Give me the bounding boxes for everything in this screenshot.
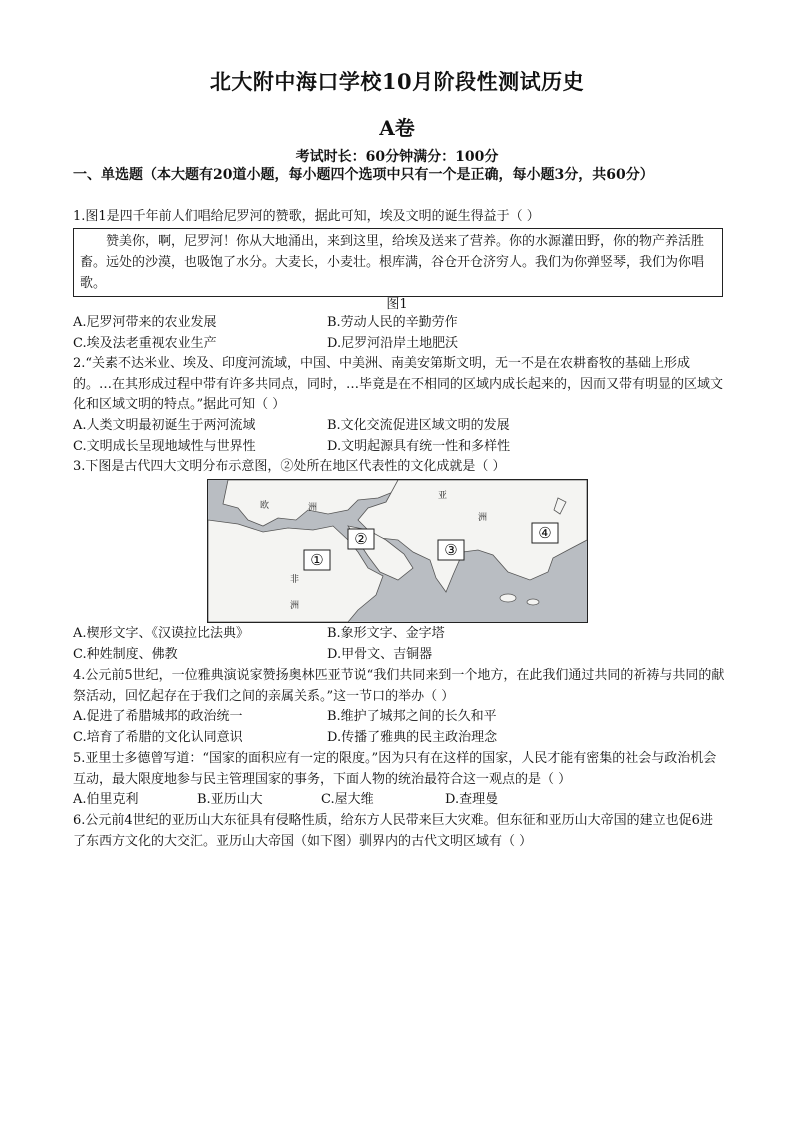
question-4-stem: 4.公元前5世纪，一位雅典演说家赞扬奥林匹亚节说“我们共同来到一个地方，在此我们通过共同的祈祷与共同的献祭活动，回忆起存在于我们之间的亲属关系。”这一节口的举办（ ） [73,668,725,704]
option-a: A.促进了希腊城邦的政治统一 [73,709,243,724]
map-marker-2: ② [354,530,368,548]
map-marker-1: ① [310,551,324,569]
question-5-options [73,790,723,811]
question-2-stem: 2.“关素不达米业、埃及、印度河流域，中国、中美洲、南美安第斯文明，无一不是在农耕畜牧的基础上形成的。…在其形成过程中带有许多共同点，同时，…毕竟是在不相同的区域内成长起来的，因而又带有明显的区域文化和区域文明的特点。”据此可知（ ） [73,356,724,412]
question-6-stem: 6.公元前4世纪的亚历山大东征具有侵略性质，给东方人民带来巨大灾难。但东征和亚历山大帝国的建立也促6进了东西方文化的大交汇。亚历山大帝国（如下图）驯界内的古代文明区域有（ ） [73,813,713,849]
map-label-europe-2: 洲 [308,503,318,513]
question-1-stem: 1.图1是四千年前人们唱给尼罗河的赞歌，据此可知，埃及文明的诞生得益于（ ） [73,209,540,224]
question-4-options [73,707,723,748]
paper-version: A卷 [379,116,415,140]
question-1-quote: 赞美你，啊，尼罗河！你从大地涌出，来到这里，给埃及送来了营养。你的水源灌田野，你的物产养活胜畜。远处的沙漠，也吸饱了水分。大麦长，小麦壮。根库满，谷仓开仓济穷人。我们为你弹竖琴，我们为你唱歌。 [73,228,723,297]
question-3-options [73,624,723,665]
option-d: D.查理曼 [445,792,499,807]
option-d: D.甲骨文、吉铜器 [327,646,433,662]
option-d: D.尼罗河沿岸土地肥沃 [327,335,459,351]
option-b: B.维护了城邦之间的长久和平 [327,709,497,724]
option-a: A.伯里克利 [73,792,139,807]
map-label-africa-2: 洲 [290,601,300,611]
option-b: B.文化交流促进区域文明的发展 [327,418,510,433]
option-a: A.楔形文字、《汉谟拉比法典》 [73,626,250,641]
map-label-europe: 欧 [260,501,270,511]
option-c: C.埃及法老重视农业生产 [73,335,217,351]
question-3-stem: 3.下图是古代四大文明分布示意图，②处所在地区代表性的文化成就是（ ） [73,459,506,474]
option-d: D.文明起源具有统一性和多样性 [327,438,511,454]
section-header: 一、单选题（本大题有20道小题，每小题四个选项中只有一个是正确，每小题3分，共60分） [73,167,654,183]
map-marker-3: ③ [444,541,458,559]
map-graphic [208,480,587,622]
map-label-asia-2: 洲 [478,513,488,523]
option-c: C.种姓制度、佛教 [73,646,178,662]
question-1-options [73,313,723,354]
question-2-options [73,416,723,457]
exam-info: 考试时长：60分钟满分：100分 [295,149,499,165]
map-label-africa: 非 [290,575,300,585]
option-c: C.文明成长呈现地域性与世界性 [73,438,256,454]
option-b: B.象形文字、金字塔 [327,626,445,641]
exam-title: 北大附中海口学校10月阶段性测试历史 [209,69,585,94]
ancient-civilizations-map [207,479,588,623]
option-c: C.屋大维 [321,792,374,807]
question-5-stem: 5.亚里士多德曾写道：“国家的面积应有一定的限度。”因为只有在这样的国家，人民才能有密集的社会与政治机会互动，最大限度地参与民主管理国家的事务，下面人物的统治最符合这一观点的是（ ） [73,751,717,787]
option-d: D.传播了雅典的民主政治理念 [327,729,498,745]
option-b: B.亚历山大 [197,792,263,807]
figure-1-label: 图1 [386,297,408,312]
map-label-asia: 亚 [438,491,448,501]
option-a: A.尼罗河带来的农业发展 [73,315,217,330]
option-a: A.人类文明最初诞生于两河流域 [73,418,256,433]
map-marker-4: ④ [538,524,552,542]
option-c: C.培育了希腊的文化认同意识 [73,729,243,745]
option-b: B.劳动人民的辛勤劳作 [327,315,458,330]
